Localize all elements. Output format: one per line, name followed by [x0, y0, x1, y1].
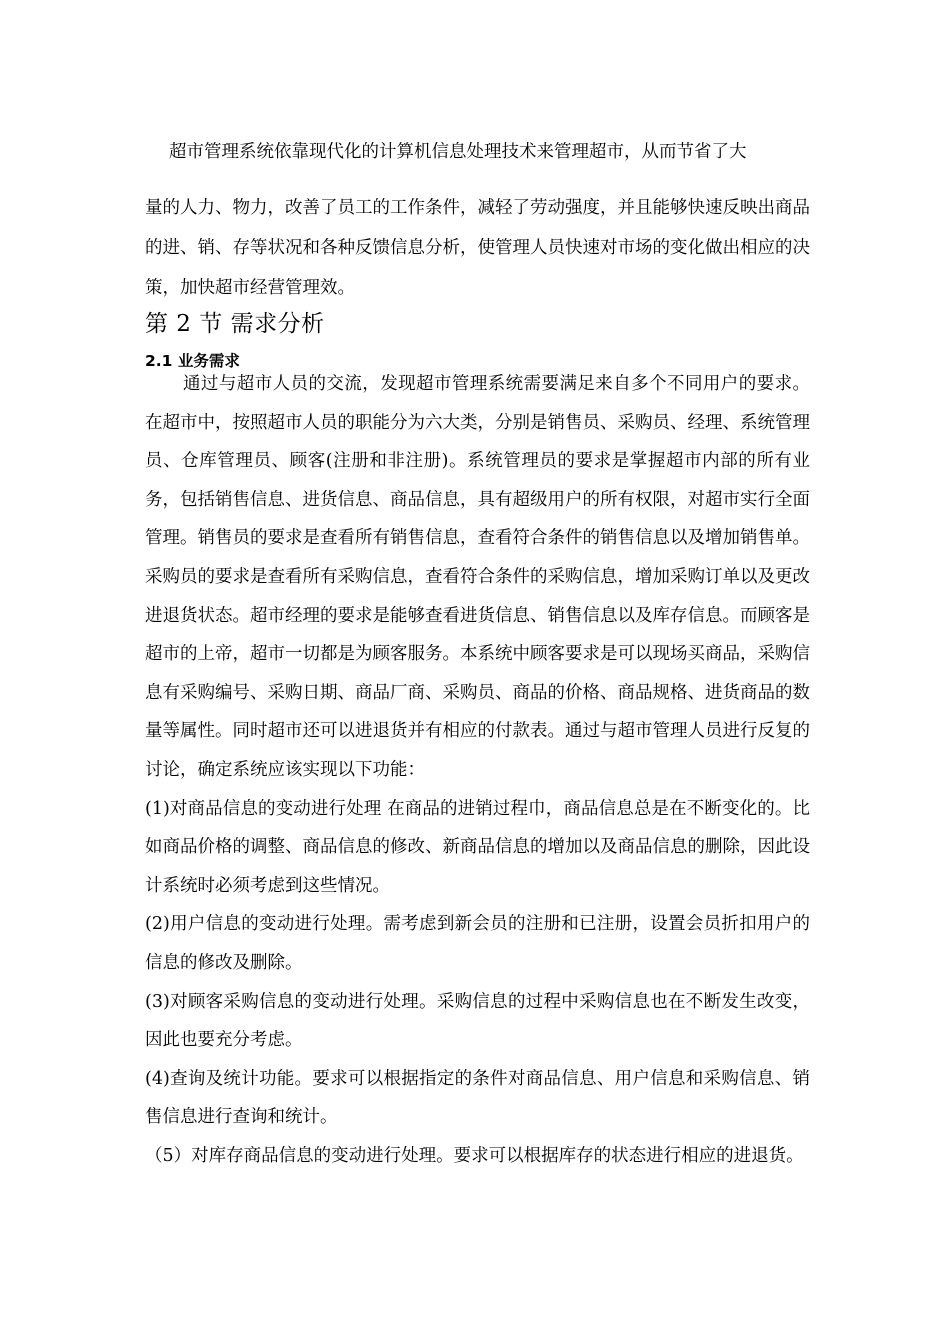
list-item: (2)用户信息的变动进行处理。需考虑到新会员的注册和已注册，设置会员折扣用户的信息的修改及删除。	[145, 914, 810, 973]
intro-rest: 量的人力、物力，改善了员工的工作条件，减轻了劳动强度，并且能够快速反映出商品的进、销、存等状况和各种反馈信息分析，使管理人员快速对市场的变化做出相应的决策，加快超市经营管理效。	[145, 198, 810, 298]
section-title: 第 2 节 需求分析	[145, 311, 325, 337]
list-item: (4)查询及统计功能。要求可以根据指定的条件对商品信息、用户信息和采购信息、销售信息进行查询和统计。	[145, 1068, 810, 1128]
subsection-title: 2.1 业务需求	[145, 352, 240, 370]
list-item: （5）对库存商品信息的变动进行处理。要求可以根据库存的状态进行相应的进退货。	[145, 1145, 804, 1166]
intro-paragraph	[145, 132, 810, 308]
requirements-intro-paragraph: 通过与超市人员的交流，发现超市管理系统需要满足来自多个不同用户的要求。在超市中，按照超市人员的职能分为六大类，分别是销售员、采购员、经理、系统管理员、仓库管理员、顾客(注册和非注册)。系统管理员的要求是掌握超市内部的所有业务，包括销售信息、进货信息、商品信息，具有超级用户的所有权限，对超市实行全面管理。销售员的要求是查看所有销售信息，查看符合条件的销售信息以及增加销售单。采购员的要求是查看所有采购信息，查看符合条件的采购信息，增加采购订单以及更改进退货状态。超市经理的要求是能够查看进货信息、销售信息以及库存信息。而顾客是超市的上帝，超市一切都是为顾客服务。本系统中顾客要求是可以现场买商品，采购信息有采购编号、采购日期、商品厂商、采购员、商品的价格、商品规格、进货商品的数量等属性。同时超市还可以进退货并有相应的付款表。通过与超市管理人员进行反复的讨论，确定系统应该实现以下功能：	[145, 374, 810, 780]
intro-first-line: 超市管理系统依靠现代化的计算机信息处理技术来管理超市，从而节省了大	[169, 142, 747, 162]
requirements-body	[145, 365, 810, 1175]
list-item: (3)对顾客采购信息的变动进行处理。采购信息的过程中采购信息也在不断发生改变，因此也要充分考虑。	[145, 991, 810, 1051]
list-item: (1)对商品信息的变动进行处理 在商品的进销过程巾，商品信息总是在不断变化的。比如商品价格的调整、商品信息的修改、新商品信息的增加以及商品信息的删除，因此设计系统时必须考虑到这些情况。	[145, 798, 810, 896]
